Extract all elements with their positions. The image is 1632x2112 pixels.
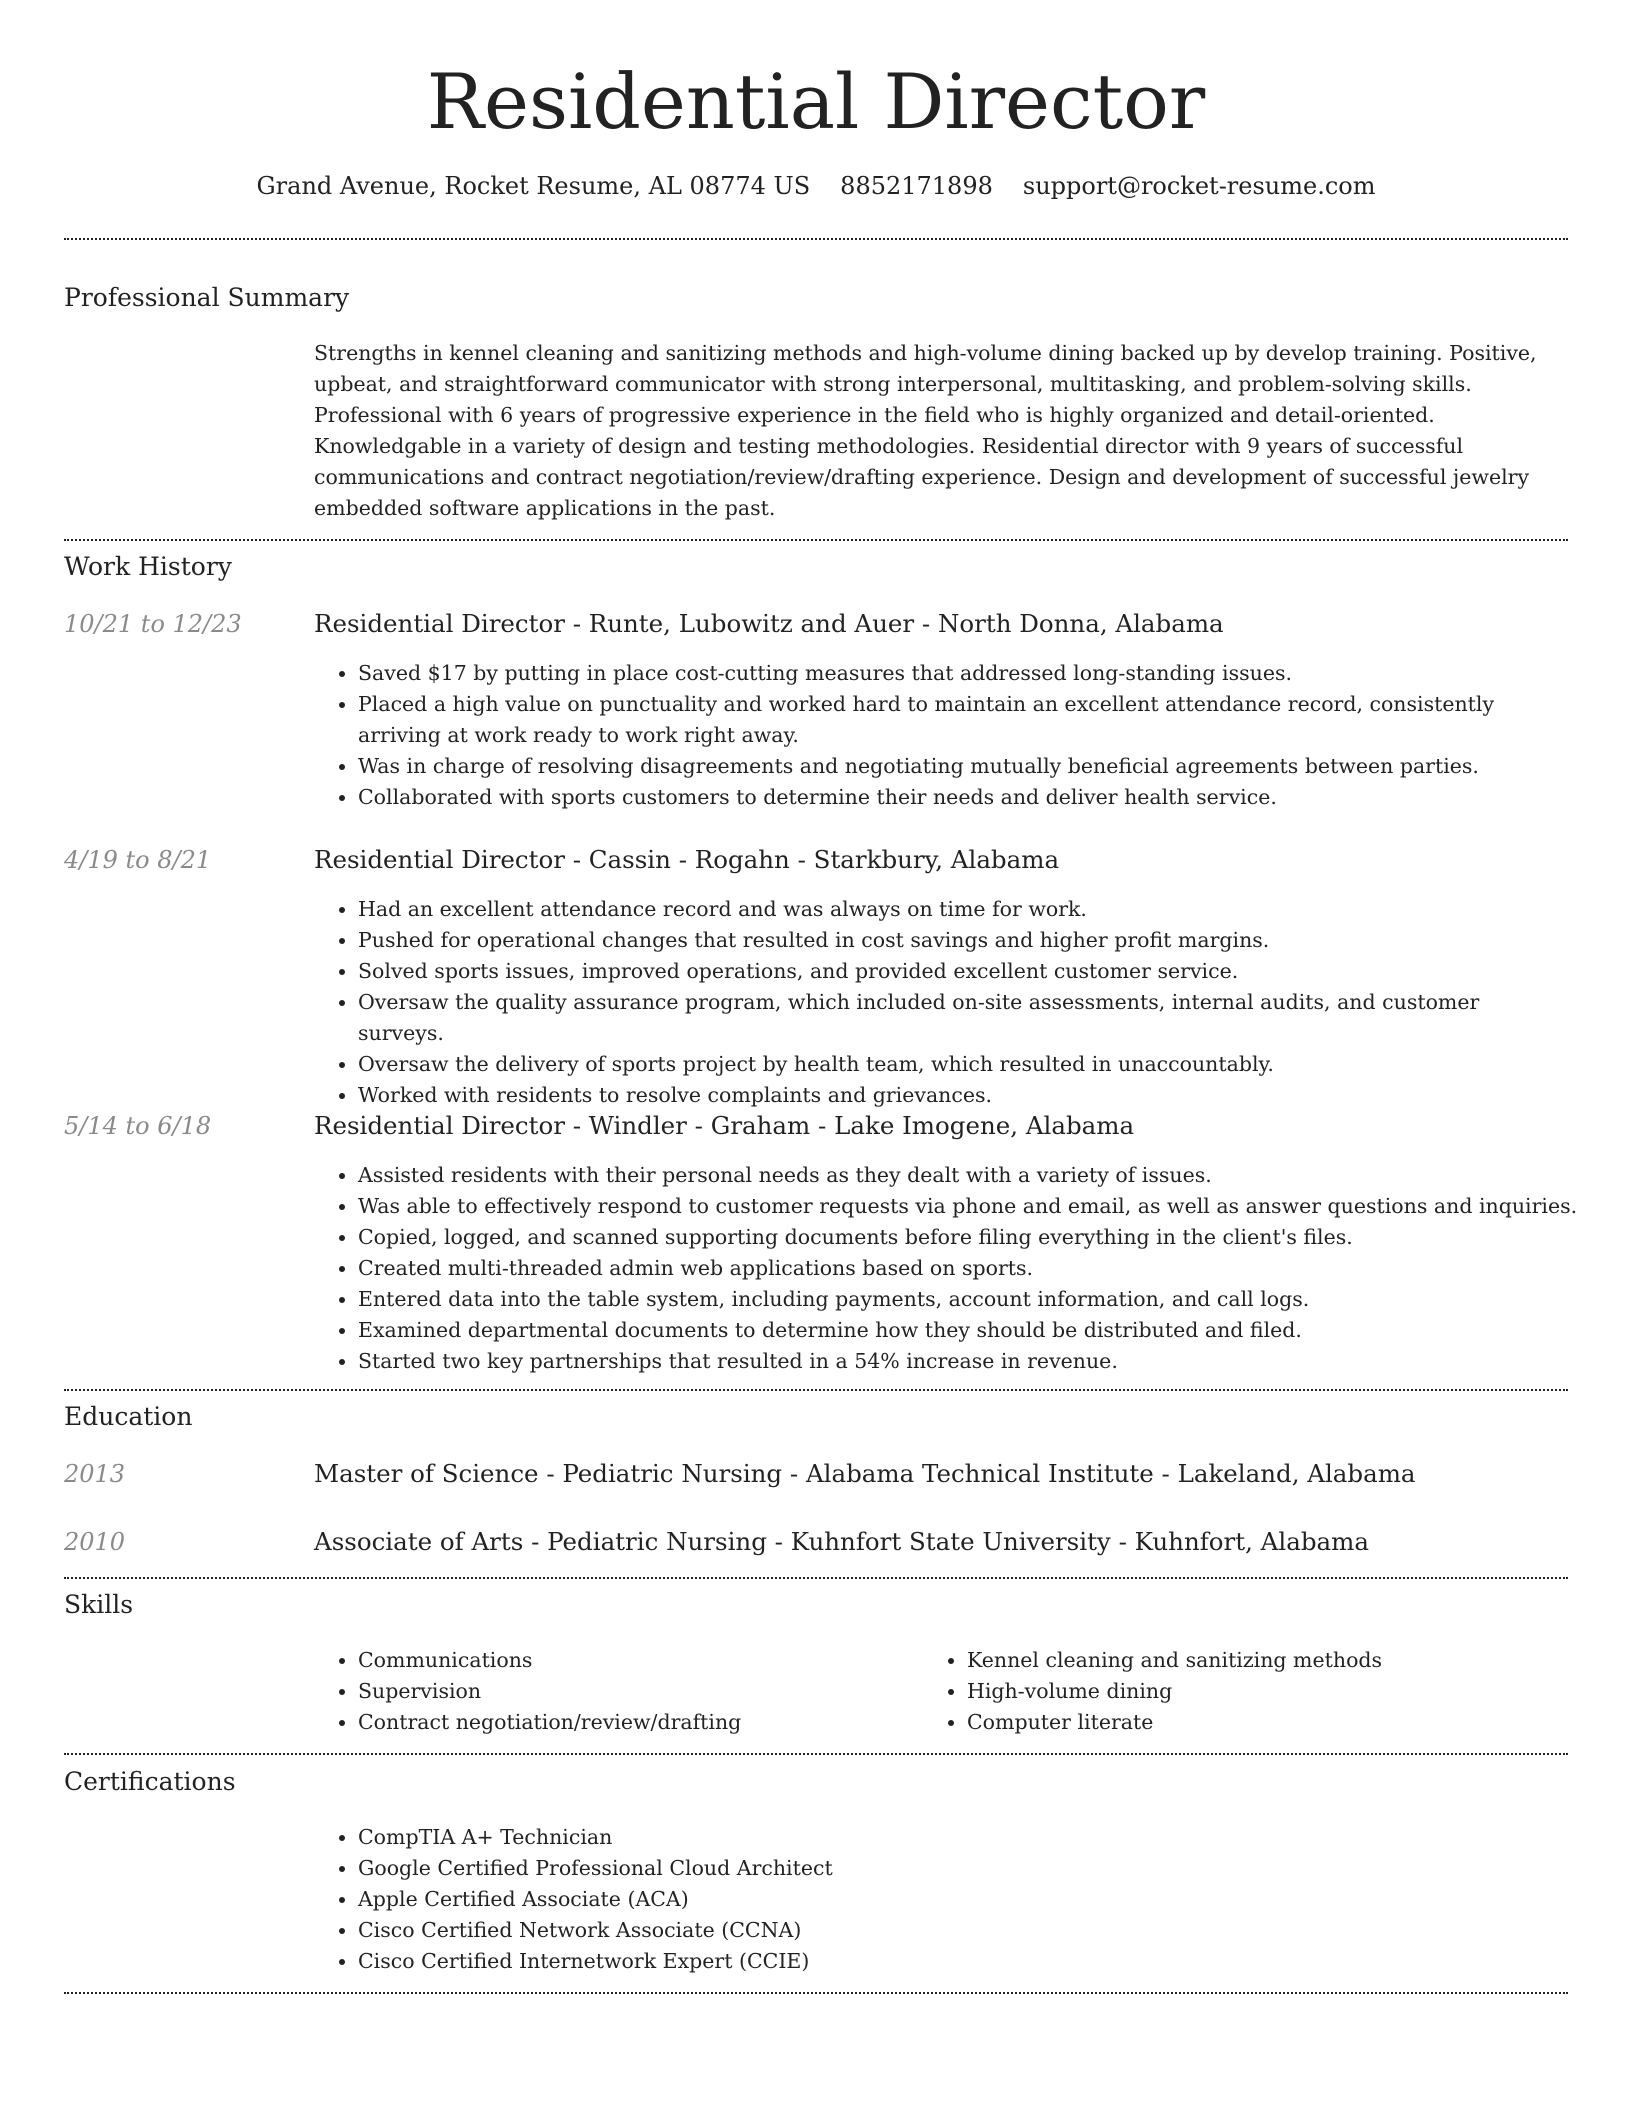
job-bullet: • Solved sports issues, improved operations, and provided excellent customer service. — [358, 956, 1568, 987]
job-dates: 10/21 to 12/23 — [64, 610, 242, 638]
job-bullets — [314, 1160, 1608, 1377]
job-dates: 4/19 to 8/21 — [64, 846, 212, 874]
job-heading: Residential Director - Windler - Graham - Lake Imogene, Alabama — [314, 1111, 1135, 1140]
job-bullet: • Was in charge of resolving disagreements and negotiating mutually beneficial agreements between parties. — [358, 751, 1568, 782]
job-bullet: • Had an excellent attendance record and was always on time for work. — [358, 894, 1568, 925]
job-bullet: • Saved $17 by putting in place cost-cutting measures that addressed long-standing issues. — [358, 658, 1568, 689]
job-bullet: • Assisted residents with their personal needs as they dealt with a variety of issues. — [358, 1160, 1608, 1191]
certification-item: • Google Certified Professional Cloud Architect — [358, 1853, 1568, 1884]
skill-item: • Kennel cleaning and sanitizing methods — [967, 1645, 1567, 1676]
divider — [64, 1992, 1568, 1994]
job-bullet: • Pushed for operational changes that resulted in cost savings and higher profit margins. — [358, 925, 1568, 956]
divider — [64, 1389, 1568, 1391]
skills-list-right — [923, 1645, 1567, 1738]
skills-heading: Skills — [64, 1590, 134, 1619]
job-bullet: • Started two key partnerships that resulted in a 54% increase in revenue. — [358, 1346, 1608, 1377]
summary-heading: Professional Summary — [64, 283, 350, 312]
job-bullet: • Was able to effectively respond to customer requests via phone and email, as well as answer questions and inquiries. — [358, 1191, 1608, 1222]
job-bullet: • Oversaw the delivery of sports project by health team, which resulted in unaccountably. — [358, 1049, 1568, 1080]
skill-item: • Contract negotiation/review/drafting — [358, 1707, 918, 1738]
skills-list-left — [314, 1645, 918, 1738]
job-bullets — [314, 658, 1568, 813]
job-bullet: • Collaborated with sports customers to determine their needs and deliver health service. — [358, 782, 1568, 813]
job-bullet: • Oversaw the quality assurance program, which included on-site assessments, internal audits, and customer surveys. — [358, 987, 1568, 1049]
education-year: 2013 — [64, 1460, 126, 1488]
job-bullet: • Placed a high value on punctuality and worked hard to maintain an excellent attendance record, consistently arriving at work ready to work right away. — [358, 689, 1568, 751]
skill-item: • Supervision — [358, 1676, 918, 1707]
divider — [64, 1577, 1568, 1579]
job-bullet: • Worked with residents to resolve complaints and grievances. — [358, 1080, 1568, 1111]
divider — [64, 238, 1568, 240]
certifications-heading: Certifications — [64, 1767, 236, 1796]
contact-line — [64, 168, 1568, 204]
certification-item: • Cisco Certified Network Associate (CCNA) — [358, 1915, 1568, 1946]
education-heading: Education — [64, 1402, 193, 1431]
job-dates: 5/14 to 6/18 — [64, 1112, 212, 1140]
certification-item: • Cisco Certified Internetwork Expert (CCIE) — [358, 1946, 1568, 1977]
job-bullet: • Created multi-threaded admin web applications based on sports. — [358, 1253, 1608, 1284]
resume-page — [64, 0, 1578, 2112]
skill-item: • High-volume dining — [967, 1676, 1567, 1707]
job-bullet: • Entered data into the table system, including payments, account information, and call logs. — [358, 1284, 1608, 1315]
contact-phone: 8852171898 — [840, 172, 993, 200]
summary-text: Strengths in kennel cleaning and sanitizing methods and high-volume dining backed up by develop training. Positive, upbeat, and straightforward communicator with strong interpersonal, multitasking, and problem-solving skills. Professional with 6 years of progressive experience in the field who is highly organized and detail-oriented. Knowledgable in a variety of design and testing methodologies. Residential director with 9 years of successful communications and contract negotiation/review/drafting experience. Design and development of successful jewelry embedded software applications in the past. — [314, 341, 1537, 520]
contact-email: support@rocket-resume.com — [1022, 172, 1376, 200]
contact-address: Grand Avenue, Rocket Resume, AL 08774 US — [256, 172, 811, 200]
job-heading: Residential Director - Cassin - Rogahn - Starkbury, Alabama — [314, 845, 1060, 874]
education-entry: Associate of Arts - Pediatric Nursing - Kuhnfort State University - Kuhnfort, Alabama — [314, 1527, 1369, 1556]
certifications-list — [314, 1822, 1568, 1977]
divider — [64, 539, 1568, 541]
divider — [64, 1753, 1568, 1755]
job-heading: Residential Director - Runte, Lubowitz and Auer - North Donna, Alabama — [314, 609, 1224, 638]
skill-item: • Communications — [358, 1645, 918, 1676]
job-bullet: • Copied, logged, and scanned supporting documents before filing everything in the client's files. — [358, 1222, 1608, 1253]
skill-item: • Computer literate — [967, 1707, 1567, 1738]
work-history-heading: Work History — [64, 552, 232, 581]
job-bullet: • Examined departmental documents to determine how they should be distributed and filed. — [358, 1315, 1608, 1346]
candidate-name: Residential Director — [426, 57, 1206, 146]
certification-item: • Apple Certified Associate (ACA) — [358, 1884, 1568, 1915]
education-year: 2010 — [64, 1528, 126, 1556]
job-bullets — [314, 894, 1568, 1111]
education-entry: Master of Science - Pediatric Nursing - Alabama Technical Institute - Lakeland, Alabama — [314, 1459, 1416, 1488]
certification-item: • CompTIA A+ Technician — [358, 1822, 1568, 1853]
